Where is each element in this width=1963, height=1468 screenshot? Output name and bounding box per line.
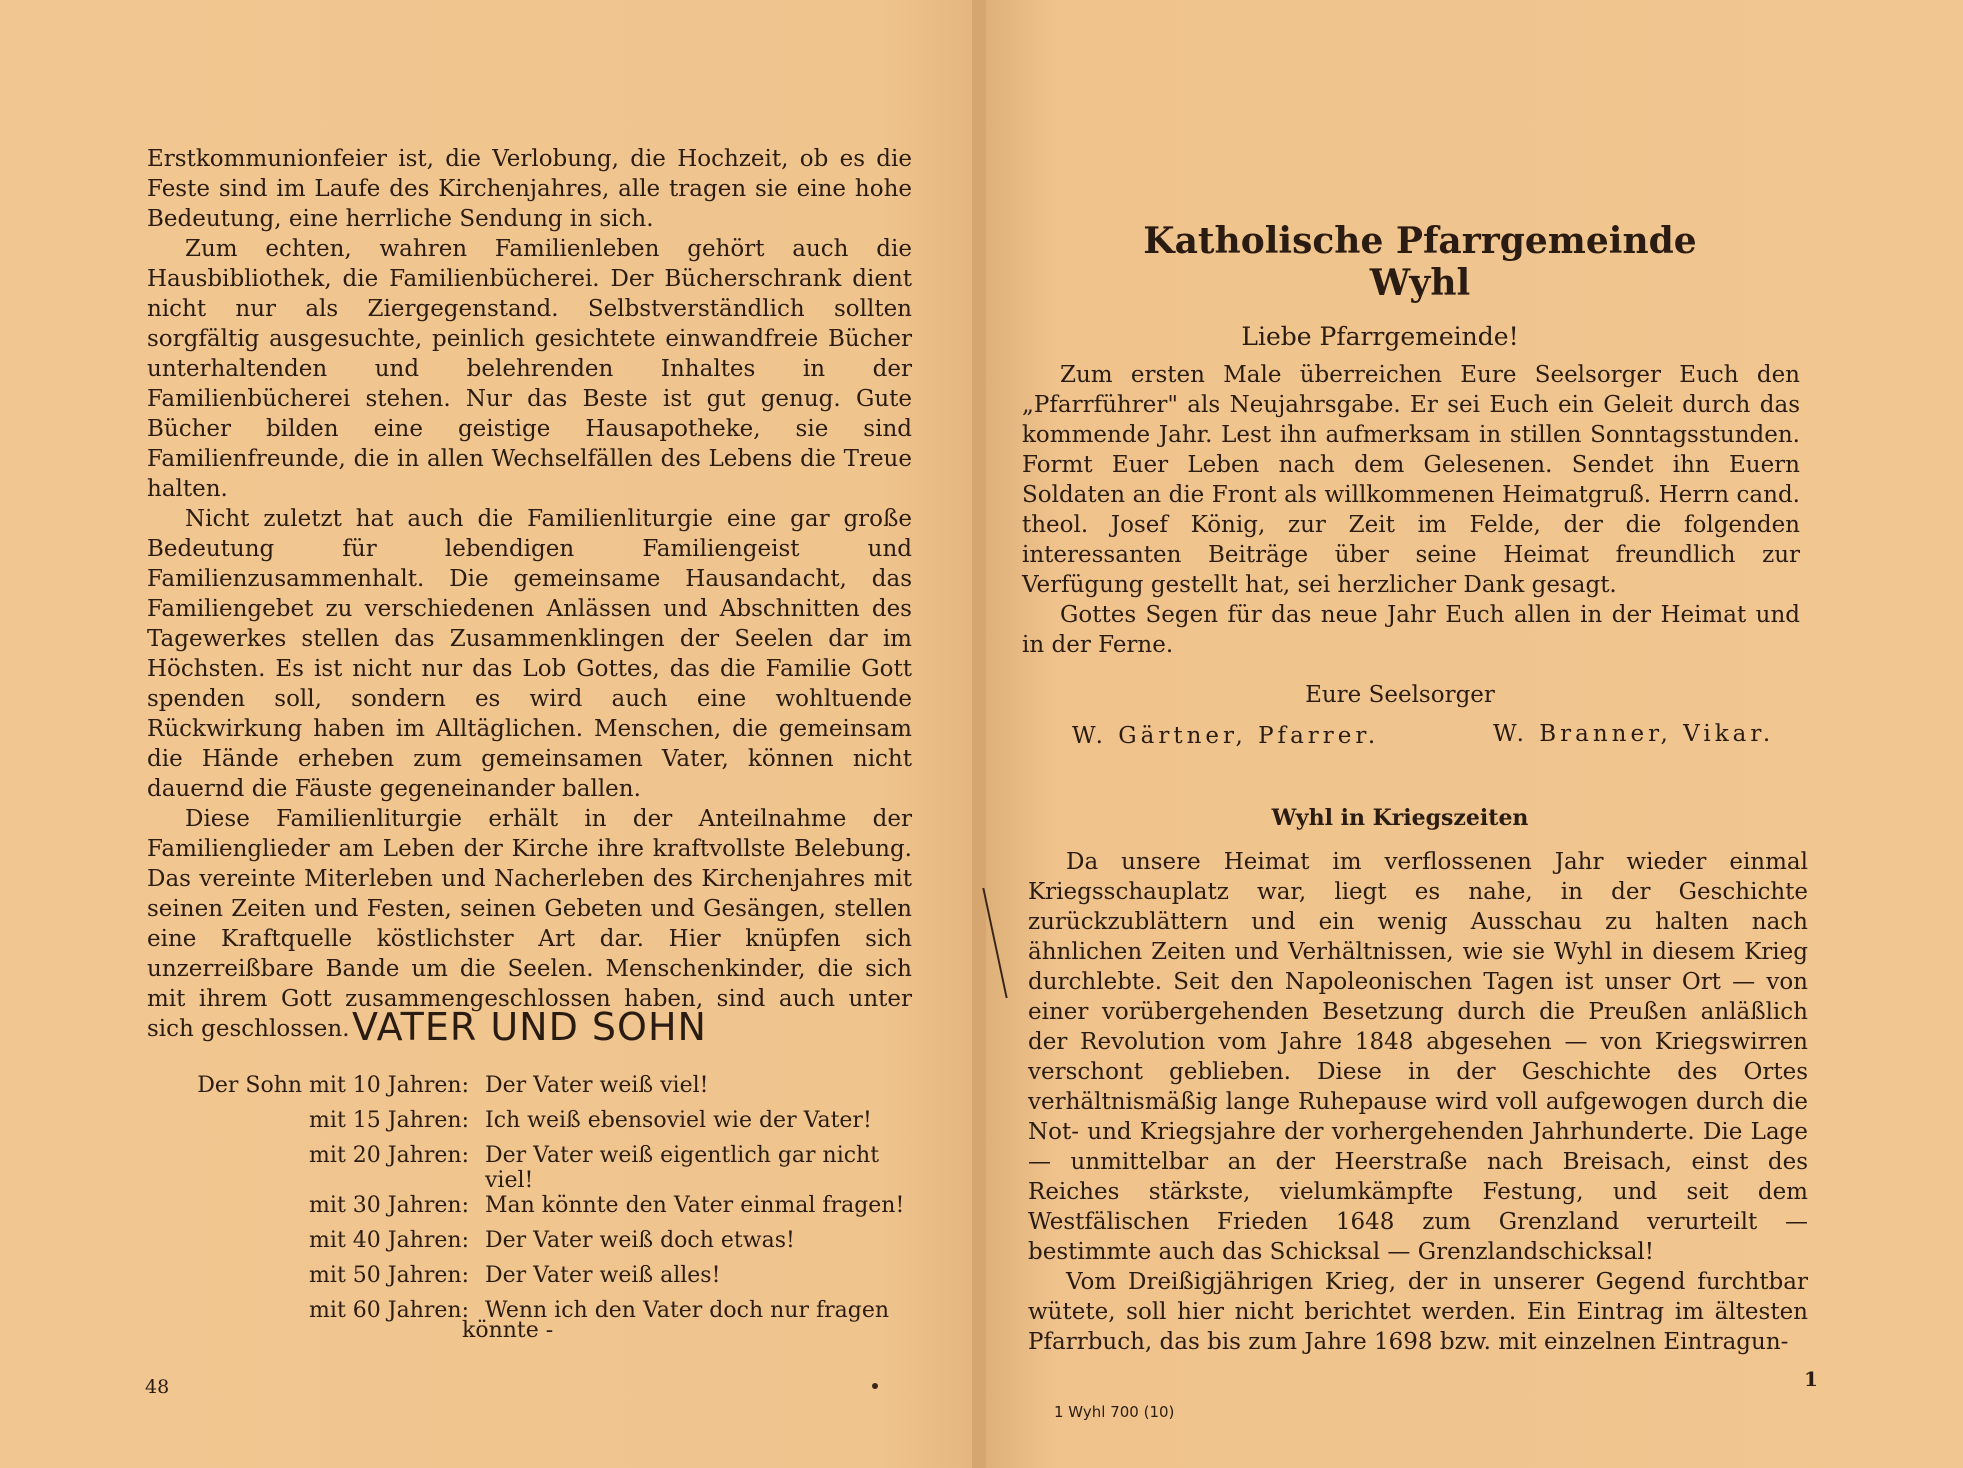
left-page-text (147, 144, 912, 1044)
right-history-text (1028, 847, 1808, 1357)
page-title: Katholische Pfarrgemeinde Wyhl (1143, 220, 1697, 304)
vater-quote: Der Vater weiß viel! (485, 1073, 709, 1098)
vater-row (147, 1108, 917, 1143)
vater-und-sohn-title: VATER UND SOHN (352, 1005, 707, 1049)
vater-quote: Der Vater weiß eigentlich gar nicht viel! (485, 1143, 880, 1193)
vater-quote: Wenn ich den Vater doch nur fragen (485, 1298, 890, 1323)
vater-quote: Der Vater weiß alles! (485, 1263, 721, 1288)
print-footer: 1 Wyhl 700 (10) (1054, 1403, 1175, 1421)
vater-quote: Ich weiß ebensoviel wie der Vater! (485, 1108, 872, 1133)
right-page-number: 1 (1804, 1367, 1818, 1391)
vater-age: mit 15 Jahren: (309, 1108, 469, 1133)
left-paragraph-2: Zum echten, wahren Familienleben gehört auch die Hausbibliothek, die Familienbücherei. Der Bücherschrank dient nicht nur als Ziergegenstand. Selbstverständlich sollten sorgfältig ausgesuchte, peinlich gesichtete einwandfreie Bücher unterhaltenden und belehrenden Inhaltes in der Familienbücherei stehen. Nur das Beste ist gut genug. Gute Bücher bilden eine geistige Hausapotheke, sie sind Familienfreunde, die in allen Wechselfällen des Lebens die Treue halten. (147, 236, 912, 502)
right-paragraph-1: Zum ersten Male überreichen Eure Seelsorger Euch den „Pfarrführer" als Neujahrsgabe. Er sei Euch ein Geleit durch das kommende Jahr. Lest ihn aufmerksam in stillen Sonntagsstunden. Formt Euer Leben nach dem Gelesenen. Sendet ihn Euern Soldaten an die Front als willkommenen Heimatgruß. Herrn cand. theol. Josef König, zur Zeit im Felde, der die folgenden interessanten Beiträge über seine Heimat freundlich zur Verfügung gestellt hat, sei herzlicher Dank gesagt. (1022, 362, 1800, 598)
vater-row (147, 1073, 917, 1108)
left-page-number: 48 (145, 1376, 170, 1398)
section-subtitle: Wyhl in Kriegszeiten (1271, 805, 1529, 831)
signature-vikar: W. Branner, Vikar. (1493, 721, 1775, 747)
vater-age: mit 60 Jahren: (309, 1298, 469, 1323)
book-gutter (972, 0, 986, 1468)
left-paragraph-4: Diese Familienliturgie erhält in der Anteilnahme der Familienglieder am Leben der Kirche ihre kraftvollste Belebung. Das vereinte Miterleben und Nacherleben des Kirchenjahres mit seinen Zeiten und Festen, seinen Gebeten und Gesängen, stellen eine Kraftquelle köstlichster Art dar. Hier knüpfen sich unzerreißbare Bande um die Seelen. Menschenkinder, die sich mit ihrem Gott zusammengeschlossen haben, sind auch unter sich geschlossen. (147, 806, 912, 1042)
right-paragraph-4: Vom Dreißigjährigen Krieg, der in unserer Gegend furchtbar wütete, soll hier nicht berichtet werden. Ein Eintrag im ältesten Pfarrbuch, das bis zum Jahre 1698 bzw. mit einzelnen Eintragun- (1028, 1269, 1808, 1355)
signature-intro: Eure Seelsorger (1305, 682, 1495, 708)
vater-age: mit 50 Jahren: (309, 1263, 469, 1288)
vater-age: mit 30 Jahren: (309, 1193, 469, 1218)
vater-continuation: könnte - (462, 1318, 554, 1343)
vater-age: mit 20 Jahren: (309, 1143, 469, 1168)
vater-row (147, 1143, 917, 1193)
vater-age: Der Sohn mit 10 Jahren: (197, 1073, 469, 1098)
left-paragraph-1: Erstkommunionfeier ist, die Verlobung, die Hochzeit, ob es die Feste sind im Laufe des Kirchenjahres, alle tragen sie eine hohe Bedeutung, eine herrliche Sendung in sich. (147, 146, 912, 232)
right-paragraph-3: Da unsere Heimat im verflossenen Jahr wieder einmal Kriegsschauplatz war, liegt es nahe, in der Geschichte zurückzublättern und ein wenig Ausschau zu halten nach ähnlichen Zeiten und Verhältnissen, wie sie Wyhl in diesem Krieg durchlebte. Seit den Napoleonischen Tagen ist unser Ort — von einer vorübergehenden Besetzung durch die Preußen anläßlich der Revolution vom Jahre 1848 abgesehen — von Kriegswirren verschont geblieben. Diese in der Geschichte des Ortes verhältnismäßig lange Ruhepause wird voll aufgewogen durch die Not- und Kriegsjahre der vorhergehenden Jahrhunderte. Die Lage — unmittelbar an der Heerstraße nach Breisach, einst des Reiches stärkste, vielumkämpfte Festung, und seit dem Westfälischen Frieden 1648 zum Grenzland verurteilt — bestimmte auch das Schicksal — Grenzlandschicksal! (1028, 849, 1808, 1265)
vater-quote: Man könnte den Vater einmal fragen! (485, 1193, 905, 1218)
vater-row (147, 1263, 917, 1298)
vater-quote: Der Vater weiß doch etwas! (485, 1228, 795, 1253)
vater-row (147, 1228, 917, 1263)
vater-und-sohn-table (147, 1073, 917, 1333)
signature-pfarrer: W. Gärtner, Pfarrer. (1072, 723, 1380, 749)
right-letter-text (1022, 360, 1800, 660)
left-paragraph-3: Nicht zuletzt hat auch die Familienliturgie eine gar große Bedeutung für lebendigen Familiengeist und Familienzusammenhalt. Die gemeinsame Hausandacht, das Familiengebet zu verschiedenen Anlässen und Abschnitten des Tagewerkes stellen das Zusammenklingen der Seelen dar im Höchsten. Es ist nicht nur das Lob Gottes, das die Familie Gott spenden soll, sondern es wird auch eine wohltuende Rückwirkung haben im Alltäglichen. Menschen, die gemeinsam die Hände erheben zum gemeinsamen Vater, können nicht dauernd die Fäuste gegeneinander ballen. (147, 506, 912, 802)
vater-row (147, 1193, 917, 1228)
vater-age: mit 40 Jahren: (309, 1228, 469, 1253)
greeting: Liebe Pfarrgemeinde! (1241, 322, 1519, 351)
right-paragraph-2: Gottes Segen für das neue Jahr Euch allen in der Heimat und in der Ferne. (1022, 602, 1800, 658)
ink-dot (872, 1383, 878, 1389)
